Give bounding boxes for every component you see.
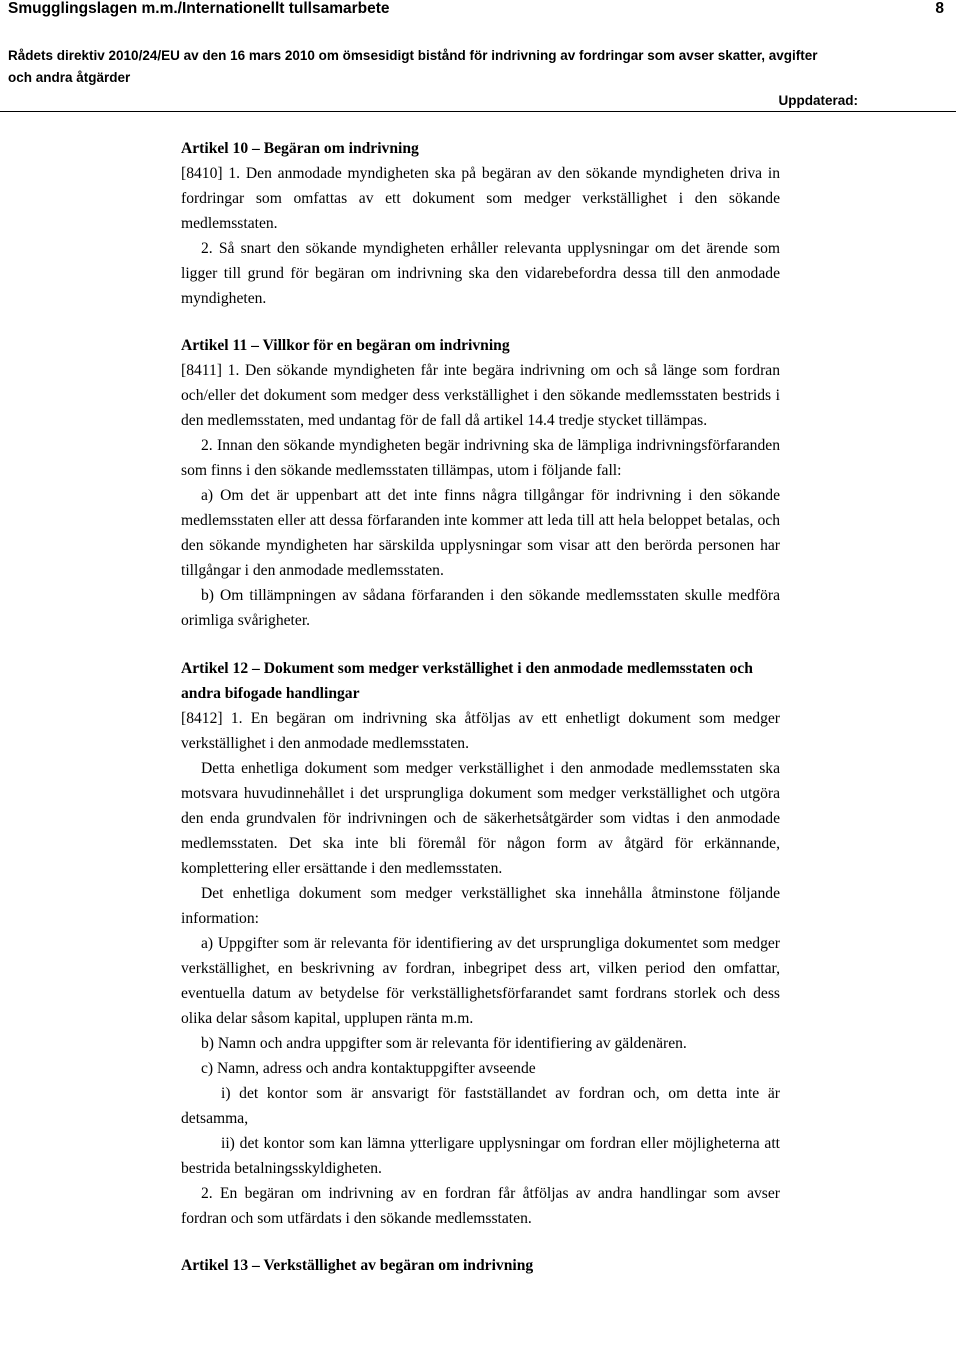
- list-item: ii) det kontor som kan lämna ytterligare upplysningar om fordran eller möjligheterna att bestrida betalningsskyldigheten.: [181, 1135, 780, 1177]
- list-item: b) Namn och andra uppgifter som är relevanta för identifiering av gäldenären.: [201, 1035, 687, 1052]
- list-item: b) Om tillämpningen av sådana förfaranden i den sökande medlemsstaten skulle medföra orimliga svårigheter.: [181, 587, 780, 629]
- document-body: [181, 136, 780, 1278]
- running-header-title: Smugglingslagen m.m./Internationellt tullsamarbete: [8, 0, 390, 17]
- list-item: i) det kontor som är ansvarigt för fastställandet av fordran och, om detta inte är detsamma,: [181, 1085, 780, 1127]
- updated-label: Uppdaterad:: [778, 93, 858, 108]
- list-item: a) Om det är uppenbart att det inte finns några tillgångar för indrivning i den sökande medlemsstaten eller att dessa förfaranden inte kommer att leda till att hela beloppet betalas, och den sökande myndigheten har särskilda upplysningar som visar att den berörda personen har tillgångar i den anmodade medlemsstaten.: [181, 487, 780, 579]
- list-item: c) Namn, adress och andra kontaktuppgifter avseende: [201, 1060, 536, 1077]
- paragraph: [8411] 1. Den sökande myndigheten får inte begära indrivning om och så länge som fordran och/eller det dokument som medger dess verkställighet i den sökande medlemsstaten bestrids i den medlemsstaten, med undantag för de fall då artikel 14.4 tredje stycket tillämpas.: [181, 362, 780, 429]
- paragraph: 2. En begäran om indrivning av en fordran får åtföljas av andra handlingar som avser fordran och som utfärdats i den sökande medlemsstaten.: [181, 1185, 780, 1227]
- article-10-heading: Artikel 10 – Begäran om indrivning: [181, 140, 419, 157]
- list-item: a) Uppgifter som är relevanta för identifiering av det ursprungliga dokumentet som medger verkställighet, en beskrivning av fordran, inbegripet dess art, vilken period den omfattar, eventuella datum av betydelse för verkställighetsförfarandet samt fordrans storlek och dess olika delar såsom kapital, upplupen ränta m.m.: [181, 935, 780, 1027]
- paragraph: Detta enhetliga dokument som medger verkställighet i den anmodade medlemsstaten ska motsvara huvudinnehållet i det ursprungliga dokument som medger verkställighet och utgöra den enda grundvalen för indrivningen och de säkerhetsåtgärder som vidtas i den anmodade medlemsstaten. Det ska inte bli föremål för någon form av åtgärd för erkännande, komplettering eller ersättande i den medlemsstaten.: [181, 760, 780, 877]
- paragraph: Det enhetliga dokument som medger verkställighet ska innehålla åtminstone följande information:: [181, 885, 780, 927]
- page-number: 8: [935, 0, 944, 17]
- running-header-subtitle: Rådets direktiv 2010/24/EU av den 16 mars 2010 om ömsesidigt bistånd för indrivning av fordringar som avser skatter, avgifter och andra åtgärder: [8, 48, 818, 85]
- article-11-heading: Artikel 11 – Villkor för en begäran om indrivning: [181, 337, 510, 354]
- paragraph: 2. Innan den sökande myndigheten begär indrivning ska de lämpliga indrivningsförfaranden som finns i den sökande medlemsstaten tillämpas, utom i följande fall:: [181, 437, 780, 479]
- article-13-heading: Artikel 13 – Verkställighet av begäran om indrivning: [181, 1257, 534, 1274]
- paragraph: [8412] 1. En begäran om indrivning ska åtföljas av ett enhetligt dokument som medger verkställighet i den anmodade medlemsstaten.: [181, 710, 780, 752]
- paragraph: 2. Så snart den sökande myndigheten erhåller relevanta upplysningar om det ärende som ligger till grund för begäran om indrivning ska den vidarebefordra dessa till den anmodade myndigheten.: [181, 240, 780, 307]
- header-divider: [0, 111, 956, 112]
- article-12-heading: Artikel 12 – Dokument som medger verkställighet i den anmodade medlemsstaten och andra bifogade handlingar: [181, 660, 753, 702]
- paragraph: [8410] 1. Den anmodade myndigheten ska på begäran av den sökande myndigheten driva in fordringar som omfattas av ett dokument som medger verkställighet i den sökande medlemsstaten.: [181, 165, 780, 232]
